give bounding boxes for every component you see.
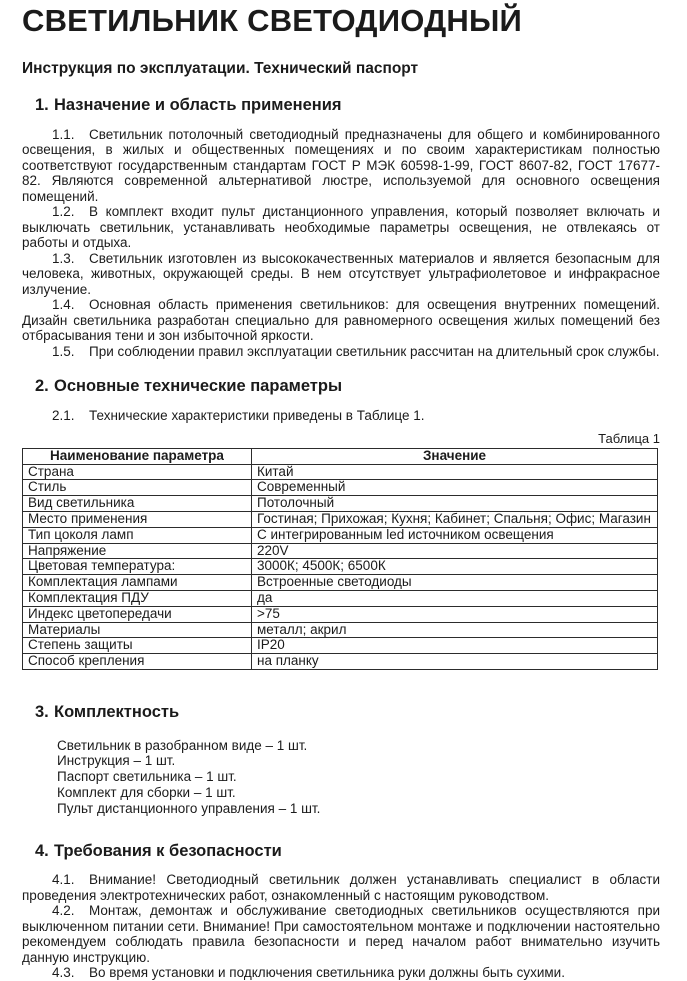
value-cell: на планку	[252, 654, 658, 670]
kit-list	[57, 738, 660, 817]
table-header-value: Значение	[252, 448, 658, 464]
table-caption: Таблица 1	[598, 430, 660, 446]
value-cell: металл; акрил	[252, 622, 658, 638]
paragraph-4-2-text: Монтаж, демонтаж и обслуживание светодиодных светильников осуществляются при выключенном питании сети. Внимание! При самостоятельном монтаже и подключении настоятельно рекомендуем соблюдать правила безопасности и перед началом работ внимательно изучить данную инструкцию.	[22, 903, 660, 965]
param-cell: Материалы	[23, 622, 252, 638]
table-header-parameter: Наименование параметра	[23, 448, 252, 464]
param-cell: Страна	[23, 464, 252, 480]
table-row	[23, 590, 658, 606]
table-row	[23, 480, 658, 496]
paragraph-1-1-number: 1.1.	[52, 126, 75, 142]
table-row	[23, 622, 658, 638]
tech-specs-table	[22, 448, 658, 670]
param-cell: Стиль	[23, 480, 252, 496]
table-row	[23, 511, 658, 527]
section-3-heading	[35, 703, 660, 723]
paragraph-1-2	[22, 204, 660, 251]
section-1-number: 1.	[35, 96, 49, 115]
section-4-number: 4.	[35, 841, 49, 860]
page-title: СВЕТИЛЬНИК СВЕТОДИОДНЫЙ	[22, 3, 522, 38]
kit-item: Паспорт светильника – 1 шт.	[57, 769, 237, 785]
paragraph-1-1-text: Светильник потолочный светодиодный предназначены для общего и комбинированного освещения, в жилых и общественных помещениях и по своим характеристикам полностью соответствуют государственным стандартам ГОСТ Р МЭК 60598-1-99, ГОСТ 8607-82, ГОСТ 17677-82. Являются современной альтернативой люстре, используемой для основного освещения помещений.	[22, 126, 660, 204]
table-row	[23, 496, 658, 512]
section-2-number: 2.	[35, 377, 49, 396]
value-cell: Встроенные светодиоды	[252, 575, 658, 591]
paragraph-4-1-text: Внимание! Светодиодный светильник должен устанавливать специалист в области проведения электротехнических работ, ознакомленный с настоящим руководством.	[22, 872, 660, 903]
table-row	[23, 606, 658, 622]
section-4	[22, 842, 660, 981]
value-cell: IP20	[252, 638, 658, 654]
paragraph-1-4-number: 1.4.	[52, 297, 75, 313]
paragraph-4-2	[22, 903, 660, 965]
value-cell: Современный	[252, 480, 658, 496]
section-4-heading	[35, 842, 660, 862]
param-cell: Степень защиты	[23, 638, 252, 654]
section-1-title: Назначение и область применения	[54, 96, 342, 115]
value-cell: 220V	[252, 543, 658, 559]
paragraph-1-5-text: При соблюдении правил эксплуатации светильник рассчитан на длительный срок службы.	[89, 343, 660, 359]
value-cell: >75	[252, 606, 658, 622]
param-cell: Тип цоколя ламп	[23, 527, 252, 543]
table-row	[23, 543, 658, 559]
param-cell: Место применения	[23, 511, 252, 527]
table-header-row	[23, 448, 658, 464]
param-cell: Способ крепления	[23, 654, 252, 670]
kit-item: Комплект для сборки – 1 шт.	[57, 785, 236, 801]
param-cell: Индекс цветопередачи	[23, 606, 252, 622]
paragraph-4-1	[22, 872, 660, 903]
param-cell: Цветовая температура:	[23, 559, 252, 575]
param-cell: Вид светильника	[23, 496, 252, 512]
value-cell: Гостиная; Прихожая; Кухня; Кабинет; Спальня; Офис; Магазин	[252, 511, 658, 527]
section-2-title: Основные технические параметры	[54, 377, 343, 396]
section-2-heading	[35, 377, 660, 397]
value-cell: да	[252, 590, 658, 606]
section-3	[22, 703, 660, 817]
paragraph-4-1-number: 4.1.	[52, 872, 75, 888]
table-row	[23, 654, 658, 670]
section-4-title: Требования к безопасности	[54, 841, 282, 860]
paragraph-1-4-text: Основная область применения светильников: для освещения внутренних помещений. Дизайн светильника разработан специально для равномерного освещения жилых помещений без отбрасывания тени и зон избыточной яркости.	[22, 297, 660, 344]
paragraph-1-2-text: В комплект входит пульт дистанционного управления, который позволяет включать и выключать светильник, устанавливать необходимые параметры освещения, не отвлекаясь от работы и отдыха.	[22, 204, 660, 251]
kit-item: Светильник в разобранном виде – 1 шт.	[57, 737, 308, 753]
param-cell: Комплектация ПДУ	[23, 590, 252, 606]
table-row	[23, 559, 658, 575]
kit-item: Пульт дистанционного управления – 1 шт.	[57, 800, 321, 816]
paragraph-1-2-number: 1.2.	[52, 204, 75, 220]
table-row	[23, 575, 658, 591]
table-row	[23, 527, 658, 543]
table-row	[23, 464, 658, 480]
paragraph-1-5	[22, 344, 660, 360]
paragraph-4-3-number: 4.3.	[52, 965, 75, 981]
paragraph-2-1-number: 2.1.	[52, 408, 75, 424]
section-3-number: 3.	[35, 702, 49, 721]
paragraph-1-5-number: 1.5.	[52, 343, 75, 359]
paragraph-2-1-text: Технические характеристики приведены в Таблице 1.	[89, 408, 425, 424]
table-row	[23, 638, 658, 654]
section-1-heading	[35, 96, 660, 116]
paragraph-4-3	[22, 965, 660, 981]
value-cell: 3000К; 4500К; 6500К	[252, 559, 658, 575]
paragraph-1-3-number: 1.3.	[52, 250, 75, 266]
paragraph-1-3	[22, 251, 660, 298]
section-3-title: Комплектность	[54, 702, 180, 721]
param-cell: Напряжение	[23, 543, 252, 559]
value-cell: Потолочный	[252, 496, 658, 512]
paragraph-1-1	[22, 127, 660, 205]
kit-item: Инструкция – 1 шт.	[57, 753, 176, 769]
paragraph-4-2-number: 4.2.	[52, 903, 75, 919]
paragraph-1-4	[22, 297, 660, 344]
paragraph-4-3-text: Во время установки и подключения светильника руки должны быть сухими.	[89, 965, 565, 981]
param-cell: Комплектация лампами	[23, 575, 252, 591]
paragraph-1-3-text: Светильник изготовлен из высококачественных материалов и является безопасным для человека, животных, окружающей среды. В нем отсутствует ультрафиолетовое и инфракрасное излучение.	[22, 250, 660, 297]
page-subtitle: Инструкция по эксплуатации. Технический паспорт	[22, 59, 419, 77]
value-cell: С интегрированным led источником освещения	[252, 527, 658, 543]
paragraph-2-1	[22, 408, 660, 424]
value-cell: Китай	[252, 464, 658, 480]
